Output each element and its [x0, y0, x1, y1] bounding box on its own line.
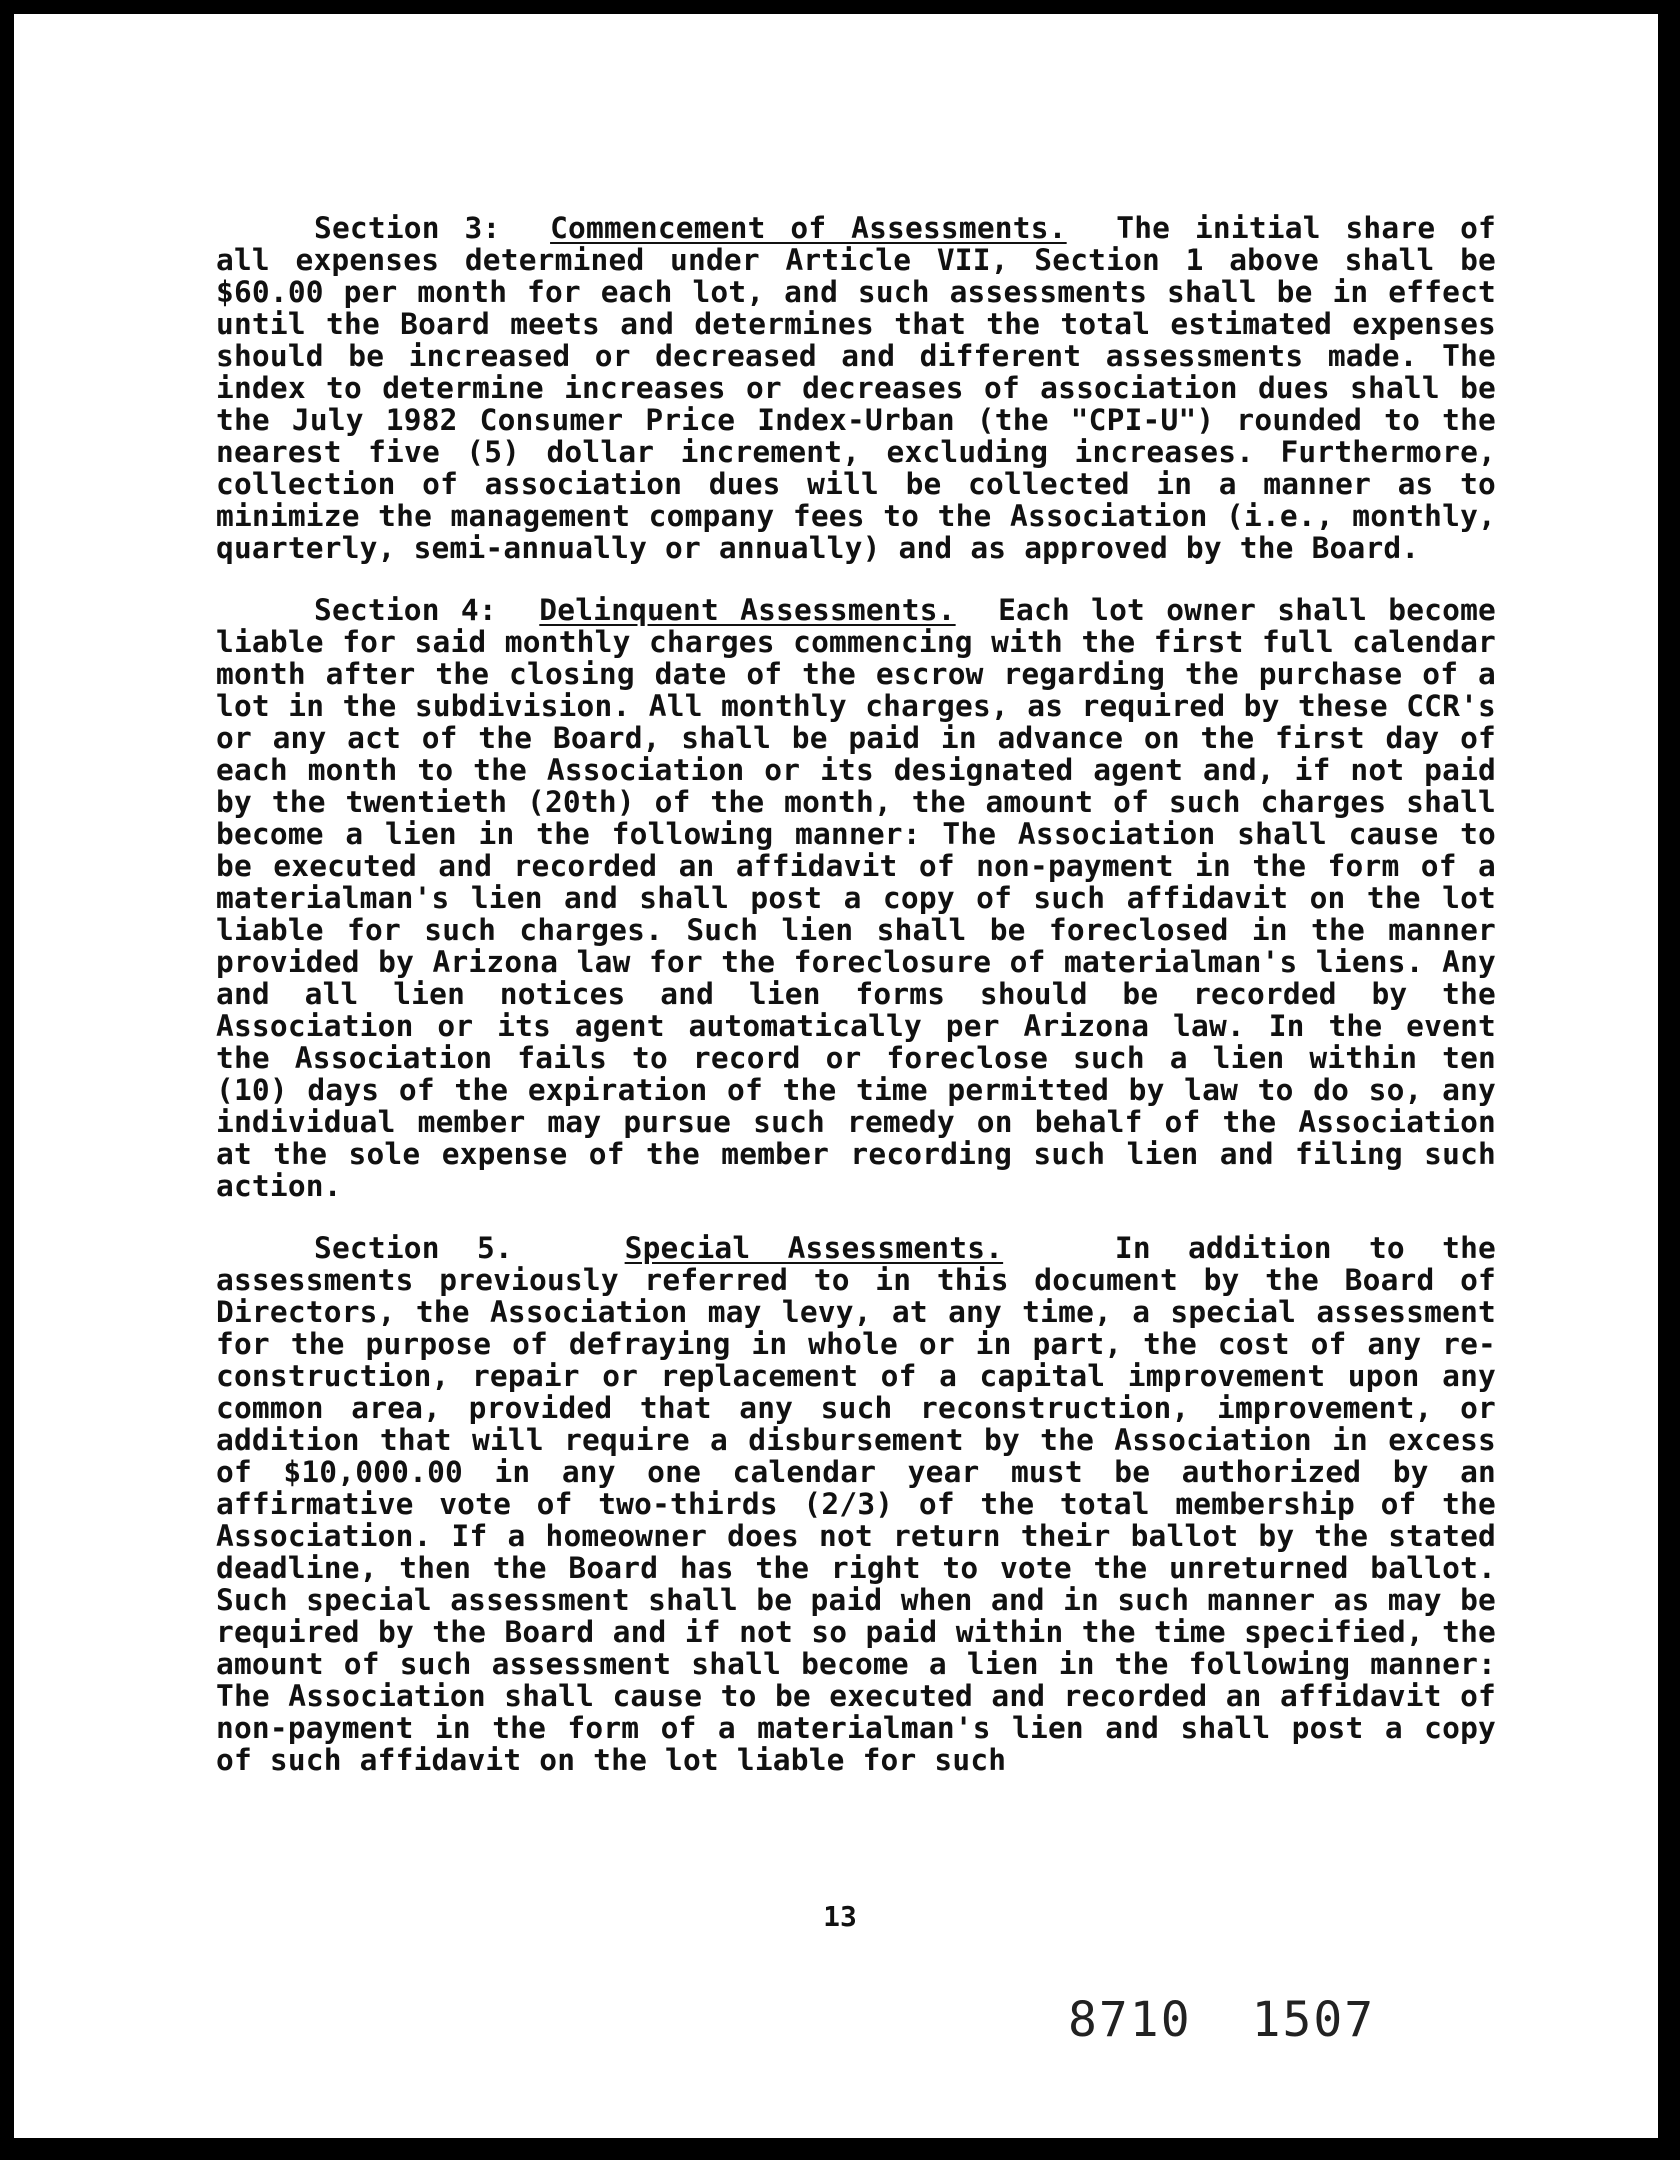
- section-4-heading: Delinquent Assessments.: [539, 593, 956, 627]
- stamp-number-2: 1507: [1251, 1992, 1376, 2048]
- section-3-paragraph: [216, 212, 1496, 564]
- document-page: [14, 14, 1658, 2138]
- section-3-label: Section 3:: [314, 211, 501, 245]
- section-5-body: In addition to the assessments previously referred to in this document by the Board of Directors, the Association may levy, at any time, a special assessment for the purpose of defraying in whole or in part, the cost of any re-construction, repair or replacement of a capital improvement upon any common area, provided that any such reconstruction, improvement, or addition that will require a disbursement by the Association in excess of $10,000.00 in any one calendar year must be authorized by an affirmative vote of two-thirds (2/3) of the total membership of the Association. If a homeowner does not return their ballot by the stated deadline, then the Board has the right to vote the unreturned ballot. Such special assessment shall be paid when and in such manner as may be required by the Board and if not so paid within the time specified, the amount of such assessment shall become a lien in the following manner: The Association shall cause to be executed and recorded an affidavit of non-payment in the form of a materialman's lien and shall post a copy of such affidavit on the lot liable for such: [216, 1231, 1496, 1777]
- section-3-heading: Commencement of Assessments.: [550, 211, 1067, 245]
- section-4-label: Section 4:: [314, 593, 497, 627]
- section-3-body: The initial share of all expenses determined under Article VII, Section 1 above shall be $60.00 per month for each lot, and such assessments shall be in effect until the Board meets and determines that the total estimated expenses should be increased or decreased and different assessments made. The index to determine increases or decreases of association dues shall be the July 1982 Consumer Price Index-Urban (the "CPI-U") rounded to the nearest five (5) dollar increment, excluding increases. Furthermore, collection of association dues will be collected in a manner as to minimize the management company fees to the Association (i.e., monthly, quarterly, semi-annually or annually) and as approved by the Board.: [216, 211, 1497, 565]
- section-5-heading: Special Assessments.: [624, 1231, 1004, 1265]
- stamp-number-1: 8710: [1068, 1992, 1192, 2048]
- document-body: [216, 212, 1496, 1806]
- section-5-paragraph: [216, 1232, 1496, 1776]
- page-number: 13: [823, 1900, 857, 1933]
- section-4-body: Each lot owner shall become liable for said monthly charges commencing with the first full calendar month after the closing date of the escrow regarding the purchase of a lot in the subdivision. All monthly charges, as required by these CCR's or any act of the Board, shall be paid in advance on the first day of each month to the Association or its designated agent and, if not paid by the twentieth (20th) of the month, the amount of such charges shall become a lien in the following manner: The Association shall cause to be executed and recorded an affidavit of non-payment in the form of a materialman's lien and shall post a copy of such affidavit on the lot liable for such charges. Such lien shall be foreclosed in the manner provided by Arizona law for the foreclosure of materialman's liens. Any and all lien notices and lien forms should be recorded by the Association or its agent automatically per Arizona law. In the event the Association fails to record or foreclose such a lien within ten (10) days of the expiration of the time permitted by law to do so, any individual member may pursue such remedy on behalf of the Association at the sole expense of the member recording such lien and filing such action.: [216, 593, 1497, 1203]
- section-4-paragraph: [216, 594, 1496, 1202]
- section-5-label: Section 5.: [314, 1231, 513, 1265]
- document-stamp: [1068, 1992, 1375, 2048]
